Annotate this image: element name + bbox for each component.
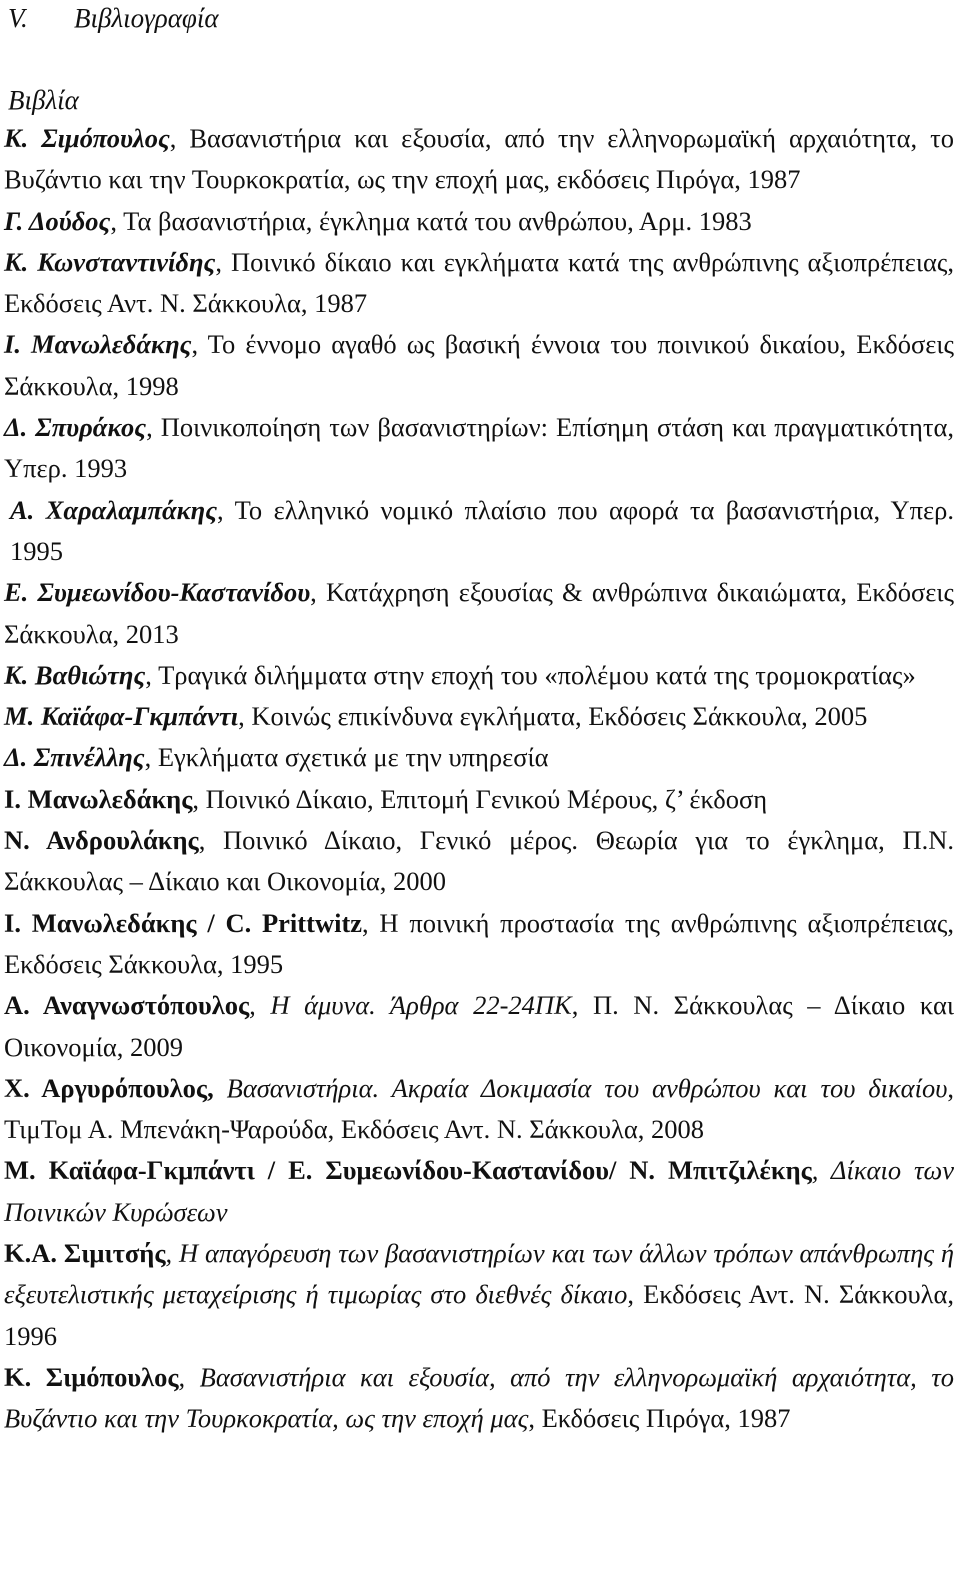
entry-details: , Ποινικό Δίκαιο, Επιτομή Γενικού Μέρους, ζ’ έκδοση: [192, 783, 768, 814]
entry-author: Μ. Καϊάφα-Γκμπάντι / Ε. Συμεωνίδου-Καστανίδου/ Ν. Μπιτζιλέκης: [4, 1155, 812, 1186]
bibliography-entry: [4, 1357, 954, 1440]
section-number: V.: [8, 3, 28, 33]
entry-author: Κ.Α. Σιμιτσής: [4, 1238, 166, 1269]
entry-details: , ΤιμΤομ Α. Μπενάκη-Ψαρούδα, Εκδόσεις Αντ. Ν. Σάκκουλα, 2008: [4, 1072, 954, 1145]
entry-details: , Εγκλήματα σχετικά με την υπηρεσία: [144, 742, 549, 773]
entry-details: , Ποινικοποίηση των βασανιστηρίων: Επίσημη στάση και πραγματικότητα, Υπερ. 1993: [4, 412, 954, 484]
bibliography-entry: [4, 324, 954, 407]
entry-author: Ν. Ανδρουλάκης: [4, 825, 199, 856]
entry-author: Ι. Μανωλεδάκης: [4, 329, 192, 360]
entry-title: Βασανιστήρια. Ακραία Δοκιμασία του ανθρώπου και του δικαίου: [213, 1072, 948, 1103]
bibliography-list: [4, 118, 954, 1440]
entry-author: Κ. Σιμόπουλος: [4, 123, 170, 153]
entry-details: , Κοινώς επικίνδυνα εγκλήματα, Εκδόσεις Σάκκουλα, 2005: [238, 701, 868, 732]
section-heading: [8, 2, 219, 34]
entry-author: Ε. Συμεωνίδου-Καστανίδου: [4, 577, 311, 608]
bibliography-entry: [4, 201, 954, 242]
entry-details: , Κατάχρηση εξουσίας & ανθρώπινα δικαιώματα, Εκδόσεις Σάκκουλα, 2013: [4, 577, 954, 649]
entry-author: Γ. Δούδος: [4, 205, 111, 236]
bibliography-entry: [4, 1233, 954, 1357]
entry-details: , Ποινικό δίκαιο και εγκλήματα κατά της ανθρώπινης αξιοπρέπειας, Εκδόσεις Αντ. Ν. Σάκκουλα, 1987: [4, 246, 954, 319]
entry-author: Μ. Καϊάφα-Γκμπάντι: [4, 701, 239, 732]
bibliography-entry: [4, 903, 954, 986]
subsection-heading: Βιβλία: [8, 85, 79, 115]
entry-details: , Τα βασανιστήρια, έγκλημα κατά του ανθρώπου, Αρμ. 1983: [110, 205, 752, 236]
entry-author: Κ. Κωνσταντινίδης: [4, 246, 216, 277]
entry-author: Χ. Αργυρόπουλος,: [4, 1072, 214, 1103]
entry-author: Α. Αναγνωστόπουλος: [4, 990, 250, 1021]
bibliography-entry: [4, 572, 954, 655]
entry-details: , Η ποινική προστασία της ανθρώπινης αξιοπρέπειας, Εκδόσεις Σάκκουλα, 1995: [4, 907, 954, 979]
entry-author: Α. Χαραλαμπάκης: [10, 494, 218, 525]
bibliography-entry: [4, 118, 954, 201]
entry-author: Δ. Σπυράκος: [4, 412, 147, 443]
bibliography-entry: [4, 985, 954, 1068]
entry-details: , Τραγικά διλήμματα στην εποχή του «πολέμου κατά της τρομοκρατίας»: [145, 659, 916, 690]
bibliography-entry: [4, 696, 954, 737]
bibliography-entry: [4, 820, 954, 903]
bibliography-entry: [4, 490, 954, 573]
bibliography-entry: [4, 242, 954, 325]
bibliography-entry: [4, 1150, 954, 1233]
entry-details: , Το έννομο αγαθό ως βασική έννοια του ποινικού δικαίου, Εκδόσεις Σάκκουλα, 1998: [4, 329, 954, 401]
entry-details: , Εκδόσεις Αντ. Ν. Σάκκουλα, 1996: [4, 1279, 954, 1351]
bibliography-entry: [4, 407, 954, 490]
bibliography-entry: [4, 737, 954, 778]
entry-author: Κ. Σιμόπουλος: [4, 1361, 179, 1392]
entry-details: , Ποινικό Δίκαιο, Γενικό μέρος. Θεωρία για το έγκλημα, Π.Ν. Σάκκουλας – Δίκαιο και Οικονομία, 2000: [4, 825, 954, 897]
bibliography-entry: [4, 779, 954, 820]
entry-author: Ι. Μανωλεδάκης: [4, 783, 193, 814]
entry-details: , Το ελληνικό νομικό πλαίσιο που αφορά τα βασανιστήρια, Υπερ. 1995: [10, 494, 954, 566]
entry-author: Κ. Βαθιώτης: [4, 659, 146, 690]
entry-details: , Βασανιστήρια και εξουσία, από την ελληνορωμαϊκή αρχαιότητα, το Βυζάντιο και την Τουρκοκρατία, ως την εποχή μας, εκδόσεις Πιρόγα, 1987: [4, 123, 954, 195]
entry-author: Δ. Σπινέλλης: [4, 742, 145, 773]
entry-author: Ι. Μανωλεδάκης / C. Prittwitz: [4, 907, 363, 938]
entry-title: , Η απαγόρευση των βασανιστηρίων και των άλλων τρόπων απάνθρωπης ή εξευτελιστικής μεταχείρισης ή τιμωρίας στο διεθνές δίκαιο: [4, 1238, 954, 1310]
entry-title: , Βασανιστήρια και εξουσία, από την ελληνορωμαϊκή αρχαιότητα, το Βυζάντιο και την Τουρκοκρατία, ως την εποχή μας: [4, 1361, 954, 1434]
entry-details: , Εκδόσεις Πιρόγα, 1987: [528, 1403, 791, 1434]
entry-details: , Π. Ν. Σάκκουλας – Δίκαιο και Οικονομία, 2009: [4, 990, 954, 1062]
entry-title: , Η άμυνα. Άρθρα 22-24ΠΚ: [249, 990, 572, 1021]
bibliography-entry: [4, 655, 954, 696]
bibliography-entry: [4, 1068, 954, 1151]
entry-title: , Δίκαιο των Ποινικών Κυρώσεων: [4, 1155, 954, 1227]
section-title: Βιβλιογραφία: [74, 3, 219, 33]
